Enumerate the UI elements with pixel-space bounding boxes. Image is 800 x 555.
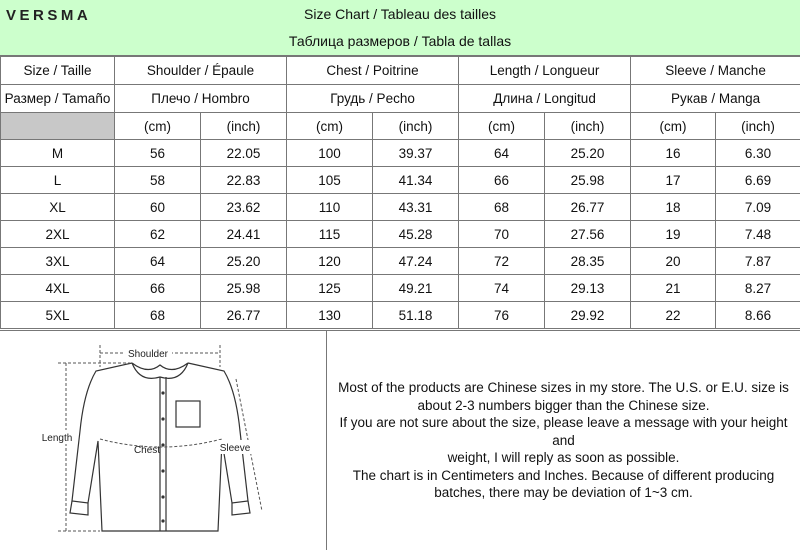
unit-inch-cell: (inch) bbox=[373, 113, 459, 140]
value-cell: 60 bbox=[115, 194, 201, 221]
sleeve-label: Sleeve bbox=[220, 443, 251, 454]
value-cell: 6.69 bbox=[716, 167, 800, 194]
brand-logo: VERSMA bbox=[6, 7, 91, 24]
value-cell: 66 bbox=[115, 275, 201, 302]
table-row bbox=[1, 248, 800, 275]
value-cell: 26.77 bbox=[545, 194, 631, 221]
value-cell: 105 bbox=[287, 167, 373, 194]
size-cell: 4XL bbox=[1, 275, 115, 302]
measure-alt-row bbox=[1, 85, 800, 113]
note-line: Most of the products are Chinese sizes in my store. The U.S. or E.U. size is bbox=[327, 379, 800, 397]
value-cell: 41.34 bbox=[373, 167, 459, 194]
size-cell: 5XL bbox=[1, 302, 115, 329]
unit-cm-cell: (cm) bbox=[115, 113, 201, 140]
value-cell: 24.41 bbox=[201, 221, 287, 248]
value-cell: 29.92 bbox=[545, 302, 631, 329]
value-cell: 25.20 bbox=[545, 140, 631, 167]
value-cell: 29.13 bbox=[545, 275, 631, 302]
value-cell: 16 bbox=[631, 140, 716, 167]
value-cell: 25.98 bbox=[201, 275, 287, 302]
measure-name-row bbox=[1, 57, 800, 85]
value-cell: 115 bbox=[287, 221, 373, 248]
value-cell: 66 bbox=[459, 167, 545, 194]
value-cell: 19 bbox=[631, 221, 716, 248]
unit-cm-cell: (cm) bbox=[459, 113, 545, 140]
shirt-diagram bbox=[0, 331, 327, 550]
value-cell: 8.27 bbox=[716, 275, 800, 302]
value-cell: 23.62 bbox=[201, 194, 287, 221]
unit-inch-cell: (inch) bbox=[545, 113, 631, 140]
size-notes-text bbox=[327, 379, 800, 502]
value-cell: 56 bbox=[115, 140, 201, 167]
value-cell: 68 bbox=[115, 302, 201, 329]
value-cell: 45.28 bbox=[373, 221, 459, 248]
value-cell: 21 bbox=[631, 275, 716, 302]
info-section bbox=[0, 330, 800, 549]
value-cell: 70 bbox=[459, 221, 545, 248]
size-label-cell: Size / Taille bbox=[1, 57, 115, 85]
shoulder-header: Shoulder / Épaule bbox=[115, 57, 287, 85]
table-row bbox=[1, 275, 800, 302]
value-cell: 18 bbox=[631, 194, 716, 221]
table-row bbox=[1, 221, 800, 248]
value-cell: 62 bbox=[115, 221, 201, 248]
size-notes bbox=[327, 331, 800, 550]
size-label-alt-cell: Размер / Tamaño bbox=[1, 85, 115, 113]
sleeve-header: Sleeve / Manche bbox=[631, 57, 800, 85]
shoulder-alt-header: Плечо / Hombro bbox=[115, 85, 287, 113]
value-cell: 110 bbox=[287, 194, 373, 221]
size-cell: M bbox=[1, 140, 115, 167]
chest-header: Chest / Poitrine bbox=[287, 57, 459, 85]
blank-cell bbox=[1, 113, 115, 140]
table-row bbox=[1, 194, 800, 221]
note-line: If you are not sure about the size, please leave a message with your height and bbox=[327, 414, 800, 449]
value-cell: 43.31 bbox=[373, 194, 459, 221]
value-cell: 7.87 bbox=[716, 248, 800, 275]
length-header: Length / Longueur bbox=[459, 57, 631, 85]
value-cell: 22 bbox=[631, 302, 716, 329]
size-rows bbox=[1, 140, 800, 329]
length-alt-header: Длина / Longitud bbox=[459, 85, 631, 113]
value-cell: 22.05 bbox=[201, 140, 287, 167]
size-cell: 2XL bbox=[1, 221, 115, 248]
value-cell: 76 bbox=[459, 302, 545, 329]
unit-inch-cell: (inch) bbox=[201, 113, 287, 140]
value-cell: 49.21 bbox=[373, 275, 459, 302]
shirt-measurement-illustration bbox=[0, 331, 326, 550]
unit-cm-cell: (cm) bbox=[287, 113, 373, 140]
note-line: batches, there may be deviation of 1~3 cm. bbox=[327, 484, 800, 502]
value-cell: 51.18 bbox=[373, 302, 459, 329]
value-cell: 64 bbox=[115, 248, 201, 275]
shoulder-label: Shoulder bbox=[128, 349, 169, 360]
value-cell: 7.09 bbox=[716, 194, 800, 221]
note-line: weight, I will reply as soon as possible. bbox=[327, 449, 800, 467]
header-title-line1: Size Chart / Tableau des tailles bbox=[0, 6, 800, 22]
note-line: The chart is in Centimeters and Inches. Because of different producing bbox=[327, 467, 800, 485]
value-cell: 22.83 bbox=[201, 167, 287, 194]
value-cell: 125 bbox=[287, 275, 373, 302]
value-cell: 27.56 bbox=[545, 221, 631, 248]
table-row bbox=[1, 167, 800, 194]
header-title-line2: Таблица размеров / Tabla de tallas bbox=[0, 33, 800, 49]
length-label: Length bbox=[42, 433, 73, 444]
sleeve-alt-header: Рукав / Manga bbox=[631, 85, 800, 113]
value-cell: 58 bbox=[115, 167, 201, 194]
value-cell: 8.66 bbox=[716, 302, 800, 329]
unit-inch-cell: (inch) bbox=[716, 113, 800, 140]
value-cell: 72 bbox=[459, 248, 545, 275]
value-cell: 20 bbox=[631, 248, 716, 275]
value-cell: 100 bbox=[287, 140, 373, 167]
size-cell: L bbox=[1, 167, 115, 194]
size-chart-header bbox=[0, 0, 800, 56]
size-cell: 3XL bbox=[1, 248, 115, 275]
table-row bbox=[1, 302, 800, 329]
size-chart-table bbox=[0, 56, 800, 329]
note-line: about 2-3 numbers bigger than the Chinese size. bbox=[327, 397, 800, 415]
chest-label: Chest bbox=[134, 445, 160, 456]
value-cell: 68 bbox=[459, 194, 545, 221]
value-cell: 7.48 bbox=[716, 221, 800, 248]
unit-row bbox=[1, 113, 800, 140]
table-row bbox=[1, 140, 800, 167]
size-cell: XL bbox=[1, 194, 115, 221]
value-cell: 64 bbox=[459, 140, 545, 167]
value-cell: 6.30 bbox=[716, 140, 800, 167]
value-cell: 17 bbox=[631, 167, 716, 194]
value-cell: 39.37 bbox=[373, 140, 459, 167]
value-cell: 25.20 bbox=[201, 248, 287, 275]
value-cell: 25.98 bbox=[545, 167, 631, 194]
value-cell: 130 bbox=[287, 302, 373, 329]
value-cell: 28.35 bbox=[545, 248, 631, 275]
value-cell: 26.77 bbox=[201, 302, 287, 329]
value-cell: 74 bbox=[459, 275, 545, 302]
value-cell: 47.24 bbox=[373, 248, 459, 275]
chest-alt-header: Грудь / Pecho bbox=[287, 85, 459, 113]
unit-cm-cell: (cm) bbox=[631, 113, 716, 140]
value-cell: 120 bbox=[287, 248, 373, 275]
